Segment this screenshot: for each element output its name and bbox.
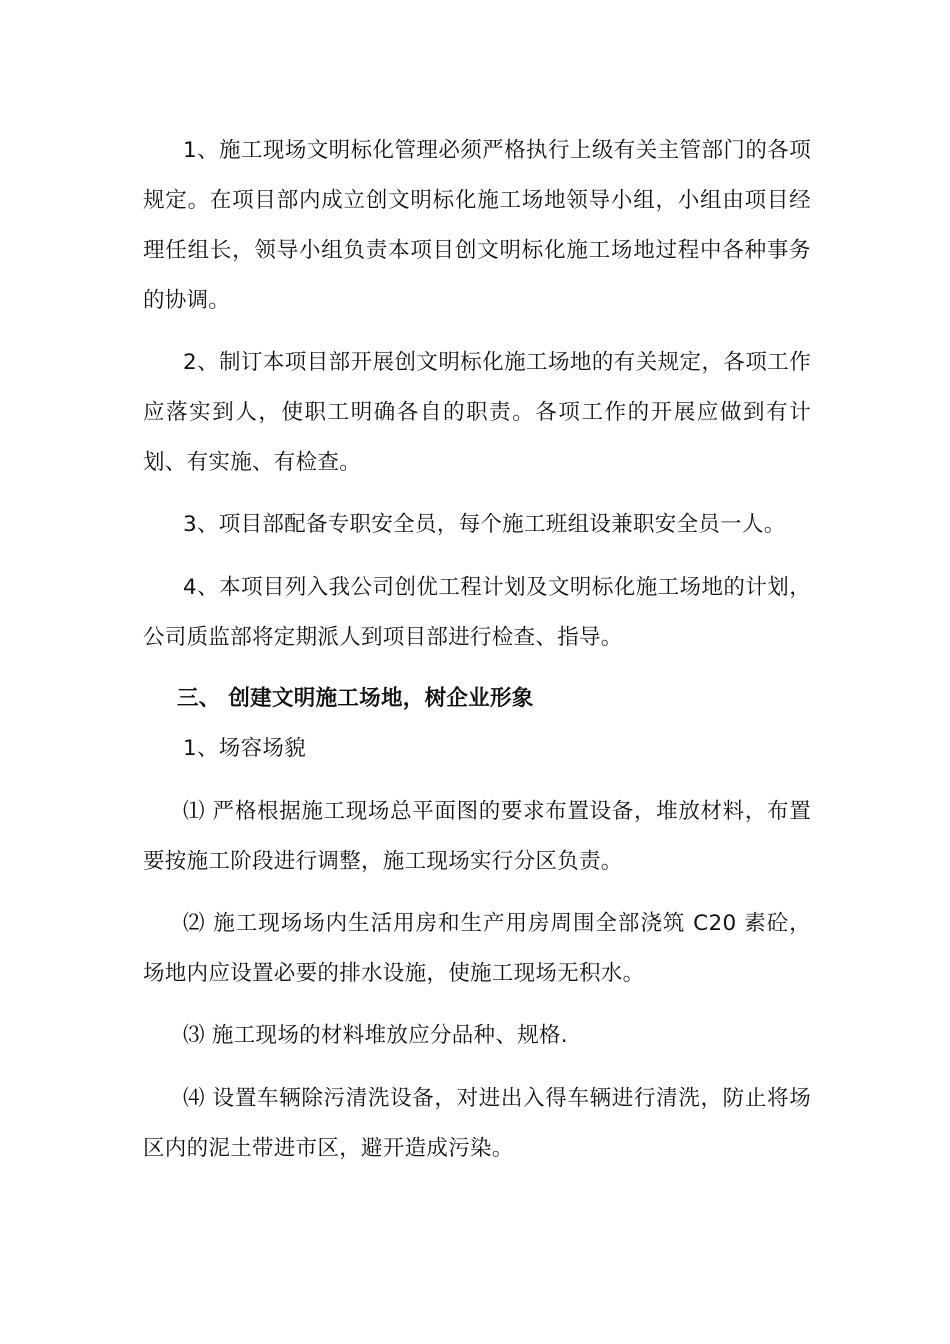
paragraph-3: 3、项目部配备专职安全员，每个施工班组设兼职安全员一人。 <box>183 512 786 537</box>
list-item-2: ⑵ 施工现场场内生活用房和生产用房周围全部浇筑 C20 素砼，场地内应设置必要的排水设施，使施工现场无积水。 <box>143 911 811 986</box>
list-item-4: ⑷ 设置车辆除污清洗设备，对进出入得车辆进行清洗，防止将场区内的泥土带进市区，避开造成污染。 <box>143 1086 811 1161</box>
list-item-3: ⑶ 施工现场的材料堆放应分品种、规格. <box>183 1023 568 1048</box>
paragraph-1: 1、施工现场文明标化管理必须严格执行上级有关主管部门的各项规定。在项目部内成立创文明标化施工场地领导小组，小组由项目经理任组长，领导小组负责本项目创文明标化施工场地过程中各种事务的协调。 <box>143 138 811 313</box>
paragraph-4: 4、本项目列入我公司创优工程计划及文明标化施工场地的计划，公司质监部将定期派人到项目部进行检查、指导。 <box>143 575 811 650</box>
list-item-1: ⑴ 严格根据施工现场总平面图的要求布置设备，堆放材料，布置要按施工阶段进行调整，施工现场实行分区负责。 <box>143 799 811 874</box>
section-heading: 三、 创建文明施工场地，树企业形象 <box>177 686 534 711</box>
paragraph-2: 2、制订本项目部开展创文明标化施工场地的有关规定，各项工作应落实到人，使职工明确各自的职责。各项工作的开展应做到有计划、有实施、有检查。 <box>143 350 811 475</box>
subsection-title: 1、场容场貌 <box>183 736 306 761</box>
